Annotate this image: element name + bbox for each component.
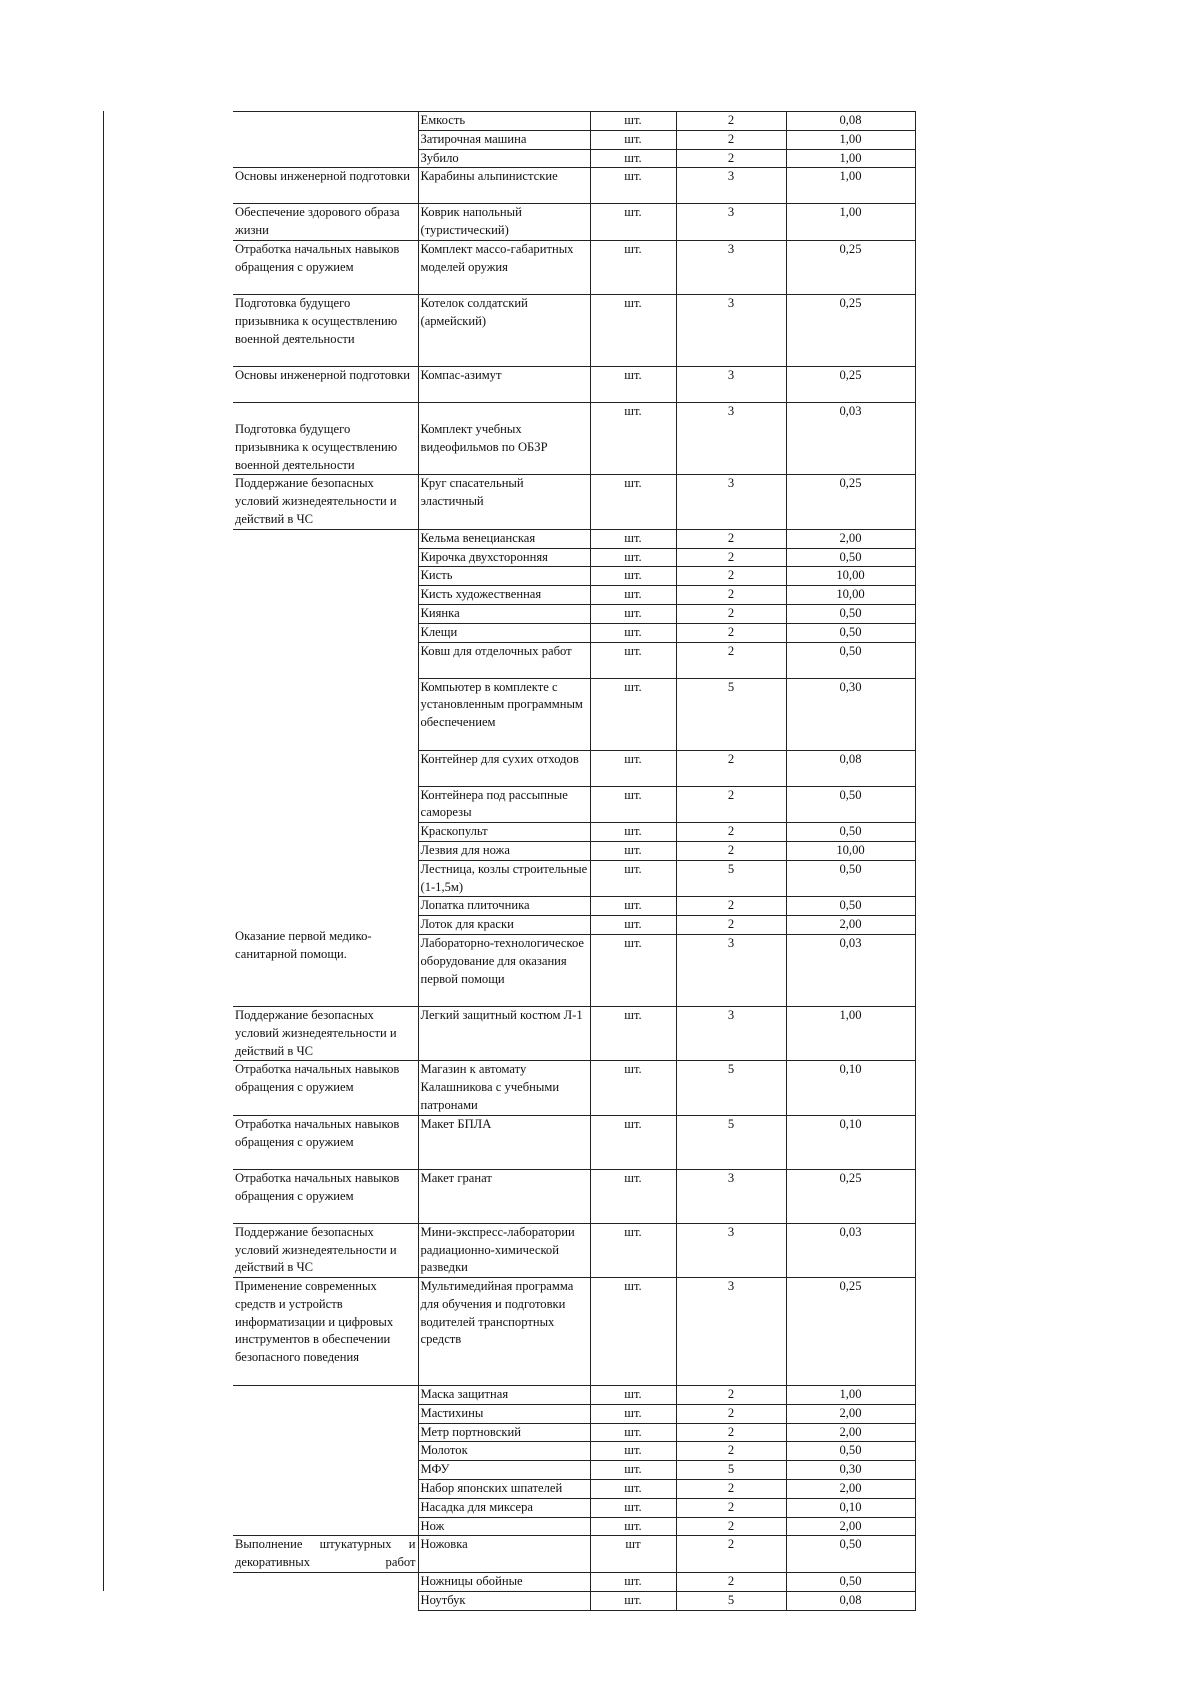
unit-cell: шт. [590, 934, 676, 1006]
value-cell: 0,50 [786, 1442, 915, 1461]
value-cell: 0,10 [786, 1498, 915, 1517]
quantity-cell: 3 [676, 1278, 786, 1386]
quantity-cell: 2 [676, 897, 786, 916]
value-cell: 2,00 [786, 1423, 915, 1442]
value-cell: 0,03 [786, 402, 915, 474]
unit-cell: шт. [590, 1061, 676, 1115]
quantity-cell: 3 [676, 294, 786, 366]
quantity-cell: 2 [676, 1498, 786, 1517]
item-name: Комплект учебных видеофильмов по ОБЗР [418, 402, 590, 474]
unit-cell: шт. [590, 112, 676, 131]
value-cell: 0,50 [786, 548, 915, 567]
table-row [233, 1386, 915, 1405]
quantity-cell: 2 [676, 586, 786, 605]
quantity-cell: 3 [676, 168, 786, 204]
table-row [233, 294, 915, 366]
unit-cell: шт. [590, 1404, 676, 1423]
value-cell: 0,30 [786, 678, 915, 750]
unit-cell: шт. [590, 149, 676, 168]
unit-cell: шт. [590, 678, 676, 750]
value-cell: 1,00 [786, 1386, 915, 1405]
item-name: Емкость [418, 112, 590, 131]
quantity-cell: 3 [676, 402, 786, 474]
value-cell: 0,08 [786, 750, 915, 786]
unit-cell: шт. [590, 1386, 676, 1405]
quantity-cell: 2 [676, 1404, 786, 1423]
quantity-cell: 2 [676, 149, 786, 168]
left-margin-rule [103, 111, 104, 1591]
unit-cell: шт. [590, 1498, 676, 1517]
quantity-cell: 3 [676, 475, 786, 529]
unit-cell: шт. [590, 916, 676, 935]
quantity-cell: 2 [676, 548, 786, 567]
quantity-cell: 2 [676, 529, 786, 548]
item-name: Лестница, козлы строительные (1-1,5м) [418, 860, 590, 897]
value-cell: 0,25 [786, 1169, 915, 1223]
item-name: Лопатка плиточника [418, 897, 590, 916]
item-name: Компьютер в комплекте с установленным программным обеспечением [418, 678, 590, 750]
quantity-cell: 2 [676, 916, 786, 935]
item-name: Мини-экспресс-лаборатории радиационно-химической разведки [418, 1223, 590, 1277]
value-cell: 1,00 [786, 149, 915, 168]
item-name: Краскопульт [418, 823, 590, 842]
unit-cell: шт. [590, 1442, 676, 1461]
section-cell: Отработка начальных навыков обращения с оружием [233, 1061, 418, 1115]
unit-cell: шт. [590, 402, 676, 474]
item-name: Лоток для краски [418, 916, 590, 935]
quantity-cell: 5 [676, 1591, 786, 1610]
item-name: Легкий защитный костюм Л-1 [418, 1006, 590, 1060]
unit-cell: шт. [590, 240, 676, 294]
unit-cell: шт. [590, 1461, 676, 1480]
item-name: Круг спасательный эластичный [418, 475, 590, 529]
section-cell: Поддержание безопасных условий жизнедеятельности и действий в ЧС [233, 1006, 418, 1060]
value-cell: 2,00 [786, 916, 915, 935]
section-cell [233, 1573, 418, 1611]
quantity-cell: 3 [676, 240, 786, 294]
section-cell: Обеспечение здорового образа жизни [233, 204, 418, 241]
value-cell: 10,00 [786, 841, 915, 860]
value-cell: 0,08 [786, 1591, 915, 1610]
unit-cell: шт. [590, 604, 676, 623]
quantity-cell: 5 [676, 678, 786, 750]
quantity-cell: 2 [676, 112, 786, 131]
item-name: Киянка [418, 604, 590, 623]
unit-cell: шт. [590, 1517, 676, 1536]
equipment-table [233, 111, 916, 1611]
table-row [233, 1061, 915, 1115]
unit-cell: шт. [590, 567, 676, 586]
quantity-cell: 3 [676, 1223, 786, 1277]
section-cell: Поддержание безопасных условий жизнедеятельности и действий в ЧС [233, 1223, 418, 1277]
quantity-cell: 2 [676, 1442, 786, 1461]
table-row [233, 204, 915, 241]
value-cell: 2,00 [786, 1480, 915, 1499]
section-cell: Оказание первой медико-санитарной помощи. [233, 529, 418, 1006]
section-cell: Подготовка будущего призывника к осуществлению военной деятельности [233, 402, 418, 474]
value-cell: 1,00 [786, 130, 915, 149]
value-cell: 0,25 [786, 475, 915, 529]
quantity-cell: 2 [676, 1536, 786, 1573]
table-row [233, 1169, 915, 1223]
table-row [233, 1278, 915, 1386]
unit-cell: шт. [590, 623, 676, 642]
unit-cell: шт. [590, 786, 676, 823]
item-name: Молоток [418, 1442, 590, 1461]
value-cell: 0,03 [786, 1223, 915, 1277]
unit-cell: шт [590, 1536, 676, 1573]
quantity-cell: 2 [676, 623, 786, 642]
item-name: Компас-азимут [418, 366, 590, 402]
value-cell: 1,00 [786, 1006, 915, 1060]
value-cell: 0,50 [786, 604, 915, 623]
item-name: Ножовка [418, 1536, 590, 1573]
table-row [233, 529, 915, 548]
table-row [233, 1573, 915, 1592]
quantity-cell: 2 [676, 1517, 786, 1536]
unit-cell: шт. [590, 750, 676, 786]
item-name: Затирочная машина [418, 130, 590, 149]
value-cell: 0,50 [786, 1573, 915, 1592]
unit-cell: шт. [590, 841, 676, 860]
section-cell: Отработка начальных навыков обращения с оружием [233, 1115, 418, 1169]
section-cell: Отработка начальных навыков обращения с оружием [233, 1169, 418, 1223]
table-row [233, 1223, 915, 1277]
quantity-cell: 2 [676, 1573, 786, 1592]
table-row [233, 402, 915, 474]
quantity-cell: 2 [676, 823, 786, 842]
item-name: Котелок солдатский (армейский) [418, 294, 590, 366]
table-row [233, 1006, 915, 1060]
section-text: Выполнение штукатурных и декоративных работ [235, 1537, 416, 1570]
quantity-cell: 3 [676, 1006, 786, 1060]
unit-cell: шт. [590, 1223, 676, 1277]
quantity-cell: 2 [676, 1386, 786, 1405]
section-cell: Применение современных средств и устройств информатизации и цифровых инструментов в обеспечении безопасного поведения [233, 1278, 418, 1386]
value-cell: 2,00 [786, 1404, 915, 1423]
section-cell: Поддержание безопасных условий жизнедеятельности и действий в ЧС [233, 475, 418, 529]
unit-cell: шт. [590, 130, 676, 149]
table-row [233, 168, 915, 204]
table-row [233, 1115, 915, 1169]
quantity-cell: 5 [676, 860, 786, 897]
item-name: Маска защитная [418, 1386, 590, 1405]
section-cell [233, 1536, 418, 1573]
unit-cell: шт. [590, 1115, 676, 1169]
quantity-cell: 2 [676, 750, 786, 786]
unit-cell: шт. [590, 1006, 676, 1060]
item-name: МФУ [418, 1461, 590, 1480]
quantity-cell: 2 [676, 1480, 786, 1499]
unit-cell: шт. [590, 548, 676, 567]
item-name: Набор японских шпателей [418, 1480, 590, 1499]
quantity-cell: 2 [676, 130, 786, 149]
item-name: Магазин к автомату Калашникова с учебными патронами [418, 1061, 590, 1115]
table-row [233, 1536, 915, 1573]
unit-cell: шт. [590, 642, 676, 678]
value-cell: 0,03 [786, 934, 915, 1006]
section-cell: Отработка начальных навыков обращения с оружием [233, 240, 418, 294]
unit-cell: шт. [590, 1591, 676, 1610]
quantity-cell: 5 [676, 1115, 786, 1169]
item-name: Лезвия для ножа [418, 841, 590, 860]
value-cell: 0,50 [786, 623, 915, 642]
item-name: Кирочка двухсторонняя [418, 548, 590, 567]
quantity-cell: 2 [676, 604, 786, 623]
item-name: Комплект массо-габаритных моделей оружия [418, 240, 590, 294]
quantity-cell: 3 [676, 934, 786, 1006]
unit-cell: шт. [590, 586, 676, 605]
quantity-cell: 2 [676, 841, 786, 860]
value-cell: 1,00 [786, 204, 915, 241]
unit-cell: шт. [590, 897, 676, 916]
value-cell: 0,25 [786, 294, 915, 366]
unit-cell: шт. [590, 860, 676, 897]
quantity-cell: 3 [676, 204, 786, 241]
value-cell: 0,50 [786, 642, 915, 678]
value-cell: 0,50 [786, 786, 915, 823]
item-name: Коврик напольный (туристический) [418, 204, 590, 241]
unit-cell: шт. [590, 1169, 676, 1223]
value-cell: 0,25 [786, 240, 915, 294]
value-cell: 2,00 [786, 1517, 915, 1536]
item-name: Ковш для отделочных работ [418, 642, 590, 678]
item-name: Мультимедийная программа для обучения и подготовки водителей транспортных средств [418, 1278, 590, 1386]
unit-cell: шт. [590, 1480, 676, 1499]
quantity-cell: 3 [676, 366, 786, 402]
section-cell: Основы инженерной подготовки [233, 366, 418, 402]
section-cell [233, 1386, 418, 1536]
quantity-cell: 2 [676, 642, 786, 678]
item-name: Нож [418, 1517, 590, 1536]
item-name: Кисть художественная [418, 586, 590, 605]
quantity-cell: 2 [676, 1423, 786, 1442]
value-cell: 0,25 [786, 366, 915, 402]
value-cell: 10,00 [786, 567, 915, 586]
quantity-cell: 5 [676, 1061, 786, 1115]
item-name: Насадка для миксера [418, 1498, 590, 1517]
value-cell: 0,10 [786, 1061, 915, 1115]
table-row [233, 240, 915, 294]
unit-cell: шт. [590, 823, 676, 842]
value-cell: 0,08 [786, 112, 915, 131]
item-name: Контейнер для сухих отходов [418, 750, 590, 786]
item-name: Ножницы обойные [418, 1573, 590, 1592]
quantity-cell: 5 [676, 1461, 786, 1480]
item-name: Макет гранат [418, 1169, 590, 1223]
unit-cell: шт. [590, 475, 676, 529]
value-cell: 1,00 [786, 168, 915, 204]
item-name: Контейнера под рассыпные саморезы [418, 786, 590, 823]
unit-cell: шт. [590, 1573, 676, 1592]
table-row [233, 366, 915, 402]
section-cell [233, 112, 418, 168]
value-cell: 0,50 [786, 823, 915, 842]
quantity-cell: 3 [676, 1169, 786, 1223]
unit-cell: шт. [590, 366, 676, 402]
unit-cell: шт. [590, 204, 676, 241]
unit-cell: шт. [590, 294, 676, 366]
value-cell: 0,30 [786, 1461, 915, 1480]
unit-cell: шт. [590, 529, 676, 548]
item-name: Метр портновский [418, 1423, 590, 1442]
value-cell: 0,50 [786, 897, 915, 916]
unit-cell: шт. [590, 1278, 676, 1386]
item-name: Кельма венецианская [418, 529, 590, 548]
value-cell: 0,25 [786, 1278, 915, 1386]
item-name: Карабины альпинистские [418, 168, 590, 204]
section-cell: Основы инженерной подготовки [233, 168, 418, 204]
unit-cell: шт. [590, 1423, 676, 1442]
value-cell: 10,00 [786, 586, 915, 605]
item-name: Зубило [418, 149, 590, 168]
value-cell: 0,50 [786, 860, 915, 897]
section-cell: Подготовка будущего призывника к осуществлению военной деятельности [233, 294, 418, 366]
quantity-cell: 2 [676, 786, 786, 823]
item-name: Макет БПЛА [418, 1115, 590, 1169]
quantity-cell: 2 [676, 567, 786, 586]
table-row [233, 112, 915, 131]
item-name: Лабораторно-технологическое оборудование для оказания первой помощи [418, 934, 590, 1006]
table-row [233, 475, 915, 529]
item-name: Кисть [418, 567, 590, 586]
item-name: Ноутбук [418, 1591, 590, 1610]
value-cell: 0,10 [786, 1115, 915, 1169]
value-cell: 0,50 [786, 1536, 915, 1573]
unit-cell: шт. [590, 168, 676, 204]
value-cell: 2,00 [786, 529, 915, 548]
item-name: Мастихины [418, 1404, 590, 1423]
item-name: Клещи [418, 623, 590, 642]
